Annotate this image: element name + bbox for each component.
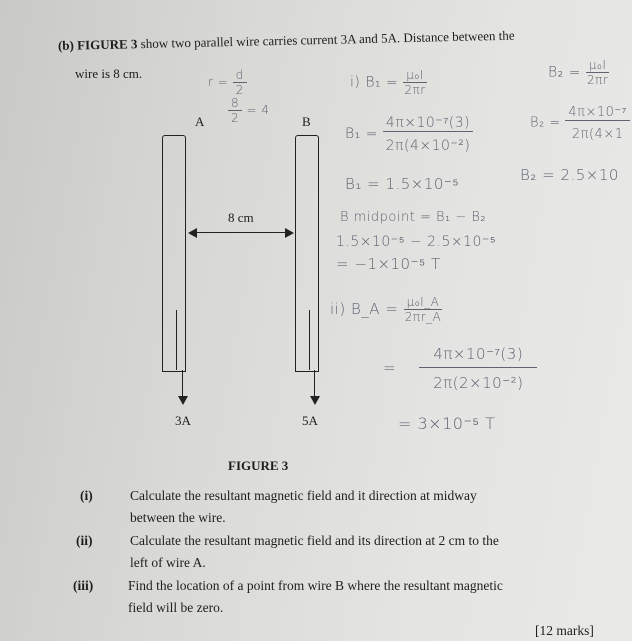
question-line-1: [58, 28, 515, 54]
subquestion-1-number: (i): [80, 488, 93, 503]
distance-arrow: [196, 232, 286, 233]
subquestion-2-text: Calculate the resultant magnetic field and its direction at 2 cm to the: [130, 533, 499, 548]
hw-radius: r = $\frac{d}{2}$: [208, 68, 247, 97]
question-line-2: wire is 8 cm.: [75, 66, 143, 81]
current-b-label: 5A: [302, 413, 318, 428]
hw-bmid-substitution: 1.5×10⁻⁵ − 2.5×10⁻⁵: [336, 234, 497, 250]
wire-b-label: B: [302, 114, 311, 129]
hw-b2-result: B₂ = 2.5×10: [520, 166, 619, 184]
subquestion-3-text: Find the location of a point from wire B where the resultant magnetic: [128, 578, 503, 593]
hw-b1-substitution: B₁ = $\frac{\text{4π×10⁻⁷(3)}}{\text{2π(4×10⁻²)}}$: [345, 114, 473, 154]
marks: [12 marks]: [535, 623, 594, 638]
question-part: (b): [57, 37, 75, 53]
current-a-label: 3A: [175, 413, 191, 428]
subquestion-3-text-cont: field will be zero.: [128, 600, 224, 615]
hw-b2-formula: B₂ = $\frac{\text{μ₀I}}{2\pi r}$: [548, 58, 609, 87]
subquestion-1-text-cont: between the wire.: [130, 510, 226, 525]
subquestion-1-text: Calculate the resultant magnetic field and it direction at midway: [130, 488, 477, 503]
arrow-down-icon: [310, 396, 320, 405]
figure-caption: FIGURE 3: [228, 458, 289, 473]
hw-ba-substitution: = $\frac{\text{4π×10⁻⁷(3)}}{\text{2π(2×10⁻²)}}$: [383, 345, 537, 392]
figure-reference: FIGURE 3: [76, 36, 138, 53]
hw-b1-result: B₁ = 1.5×10⁻⁵: [345, 175, 460, 193]
distance-label: 8 cm: [228, 210, 254, 225]
hw-bmid-result: = −1×10⁻⁵ T: [336, 255, 441, 273]
wire-a-label: A: [195, 114, 205, 129]
question-text: show two parallel wire carries current 3A and 5A. Distance between the: [140, 27, 515, 52]
hw-ba-result: = 3×10⁻⁵ T: [398, 414, 496, 433]
hw-radius-value: $\frac{8}{2}$ = 4: [228, 96, 269, 125]
subquestion-3-number: (iii): [73, 578, 94, 593]
arrow-left-icon: [188, 228, 197, 238]
subquestion-2-text-cont: left of wire A.: [130, 555, 206, 570]
hw-b1-formula: i) B₁ = $\frac{\text{μ₀I}}{2\pi r}$: [350, 68, 426, 97]
arrow-right-icon: [285, 228, 294, 238]
hw-b2-substitution: B₂ = $\frac{\text{4π×10⁻⁷}}{2\pi(4\times 1}$: [530, 104, 630, 142]
hw-bmid: B midpoint = B₁ − B₂: [340, 210, 487, 225]
arrow-down-icon: [178, 396, 188, 405]
hw-ba-formula: ii) B_A = $\frac{\text{μ₀I\_A}}{2\pi r\_A}$: [330, 295, 442, 324]
subquestion-2-number: (ii): [76, 533, 93, 548]
